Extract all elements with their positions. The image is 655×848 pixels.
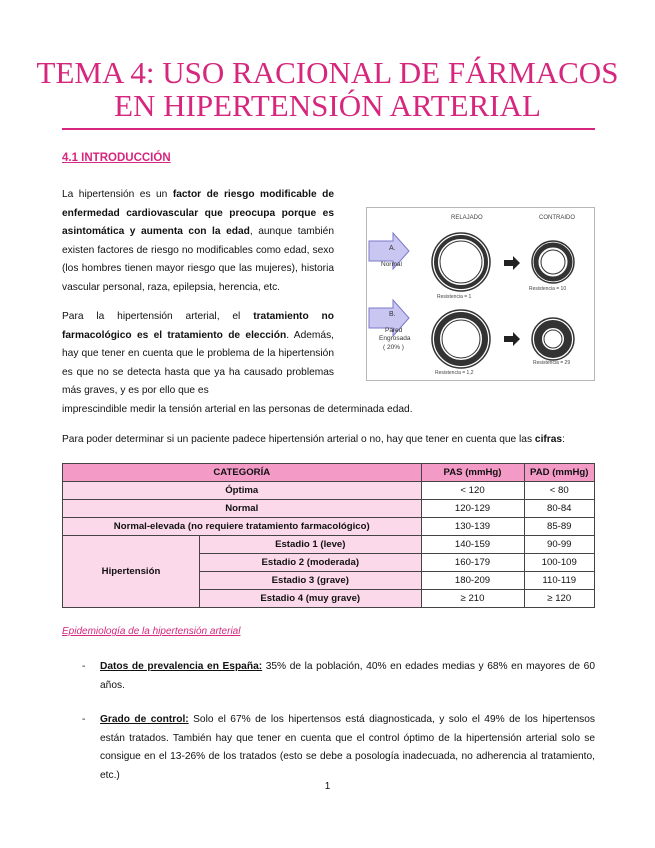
vessel-normal-contracted-icon [532, 241, 574, 283]
bullet-body: 35% de la población, 40% en edades medias y 68% en mayores de 60 años. [100, 661, 595, 691]
category-cell: Normal [63, 500, 422, 518]
pad-cell: 85-89 [524, 518, 594, 536]
category-cell: Normal-elevada (no requiere tratamiento farmacológico) [63, 518, 422, 536]
table-row [63, 518, 595, 536]
label-contracted: CONTRAIDO [539, 215, 575, 221]
pas-cell: 140-159 [421, 536, 524, 554]
category-cell: Óptima [63, 482, 422, 500]
vessel-thick-contracted-icon [532, 318, 574, 360]
paragraph-figures [62, 431, 565, 449]
blood-pressure-table [62, 463, 595, 608]
row-b-resistance-contracted: Resistencia = 29 [533, 360, 571, 366]
stage-cell: Estadio 4 (muy grave) [200, 590, 422, 608]
row-b-label-3: ( 20% ) [383, 344, 404, 351]
paragraph-intro [62, 186, 334, 297]
paragraph-figures-text-c: : [562, 434, 565, 445]
row-a-letter: A. [389, 245, 396, 252]
paragraph-treatment-text-a: Para la hipertensión arterial, el [62, 311, 254, 322]
pas-cell: 130-139 [421, 518, 524, 536]
bullet-text [100, 658, 595, 695]
stage-cell: Estadio 3 (grave) [200, 572, 422, 590]
bullet-dash: - [82, 661, 86, 672]
header-category: CATEGORÍA [63, 464, 422, 482]
table-row [63, 500, 595, 518]
pad-cell: 110-119 [524, 572, 594, 590]
row-b-label-1: Pared [385, 327, 403, 334]
paragraph-treatment-tail: imprescindible medir la tensión arterial en las personas de determinada edad. [62, 404, 413, 415]
paragraph-intro-bold: factor de riesgo modificable de enfermedad cardiovascular que preocupa porque es asintomática y aumenta con la edad [62, 189, 334, 237]
bullet-label: Grado de control: [100, 714, 189, 725]
bullet-label: Datos de prevalencia en España: [100, 661, 263, 672]
pas-cell: < 120 [421, 482, 524, 500]
vessel-normal-relaxed-icon [432, 233, 490, 291]
paragraph-figures-bold: cifras [534, 434, 563, 445]
paragraph-figures-text-a: Para poder determinar si un paciente padece hipertensión arterial o no, hay que tener en cuenta que las [62, 434, 535, 445]
vessel-diagram [367, 208, 594, 380]
row-b-resistance-relaxed: Resistencia = 1,2 [435, 370, 474, 376]
section-heading: 4.1 INTRODUCCIÓN [62, 152, 171, 164]
title-divider [62, 128, 595, 130]
header-pas: PAS (mmHg) [421, 464, 524, 482]
pas-cell: 120-129 [421, 500, 524, 518]
arrow-right-icon [504, 332, 520, 346]
pad-cell: < 80 [524, 482, 594, 500]
pas-cell: ≥ 210 [421, 590, 524, 608]
stage-cell: Estadio 1 (leve) [200, 536, 422, 554]
table-header-row [63, 464, 595, 482]
row-b-letter: B. [389, 311, 396, 318]
bullet-dash: - [82, 714, 86, 725]
paragraph-intro-text-c: , aunque también existen factores de riesgo no modificables como edad, sexo (los hombres tienen mayor riesgo que las mujeres), historia vascular personal, raza, epilepsia, herencia, etc. [62, 226, 334, 293]
table-row [63, 536, 595, 554]
arrow-right-icon [504, 256, 520, 270]
header-pad: PAD (mmHg) [524, 464, 594, 482]
pas-cell: 180-209 [421, 572, 524, 590]
pas-cell: 160-179 [421, 554, 524, 572]
page-number: 1 [324, 781, 331, 792]
pad-cell: 100-109 [524, 554, 594, 572]
paragraph-treatment-text-c: . Además, hay que tener en cuenta que le problema de la hipertensión es que no se detecta hasta que ya ha causado problemas más graves, y es por ello que es [62, 329, 334, 396]
label-relaxed: RELAJADO [451, 215, 483, 221]
row-b-label-2: Engrosada [379, 335, 411, 342]
table-row [63, 482, 595, 500]
stage-cell: Estadio 2 (moderada) [200, 554, 422, 572]
vessel-diagram-figure [366, 207, 595, 381]
pad-cell: 80-84 [524, 500, 594, 518]
bullet-body: Solo el 67% de los hipertensos está diagnosticada, y solo el 49% de los hipertensos están tratados. También hay que tener en cuenta que el control óptimo de la hipertensión arterial solo se consigue en el 13-26% de los tratados (esto se debe a posología inadecuada, no adherencia al tratamiento, etc.) [100, 714, 595, 781]
page-title-line-2: EN HIPERTENSIÓN ARTERIAL [114, 88, 541, 123]
hypertension-cell: Hipertensión [63, 536, 200, 608]
vessel-thick-relaxed-icon [432, 310, 490, 368]
paragraph-treatment-bold: tratamiento no farmacológico es el tratamiento de elección [62, 311, 334, 341]
paragraph-treatment [62, 308, 334, 401]
row-a-label: Normal [381, 261, 402, 268]
row-a-resistance-relaxed: Resistencia = 1 [437, 294, 472, 300]
page-title [0, 56, 655, 122]
row-a-resistance-contracted: Resistencia = 10 [529, 286, 567, 292]
pad-cell: 90-99 [524, 536, 594, 554]
pad-cell: ≥ 120 [524, 590, 594, 608]
page-title-line-1: TEMA 4: USO RACIONAL DE FÁRMACOS [36, 55, 619, 90]
bullet-text [100, 711, 595, 785]
paragraph-intro-text-a: La hipertensión es un [62, 189, 173, 200]
epidemiology-heading: Epidemiología de la hipertensión arterial [62, 626, 241, 637]
